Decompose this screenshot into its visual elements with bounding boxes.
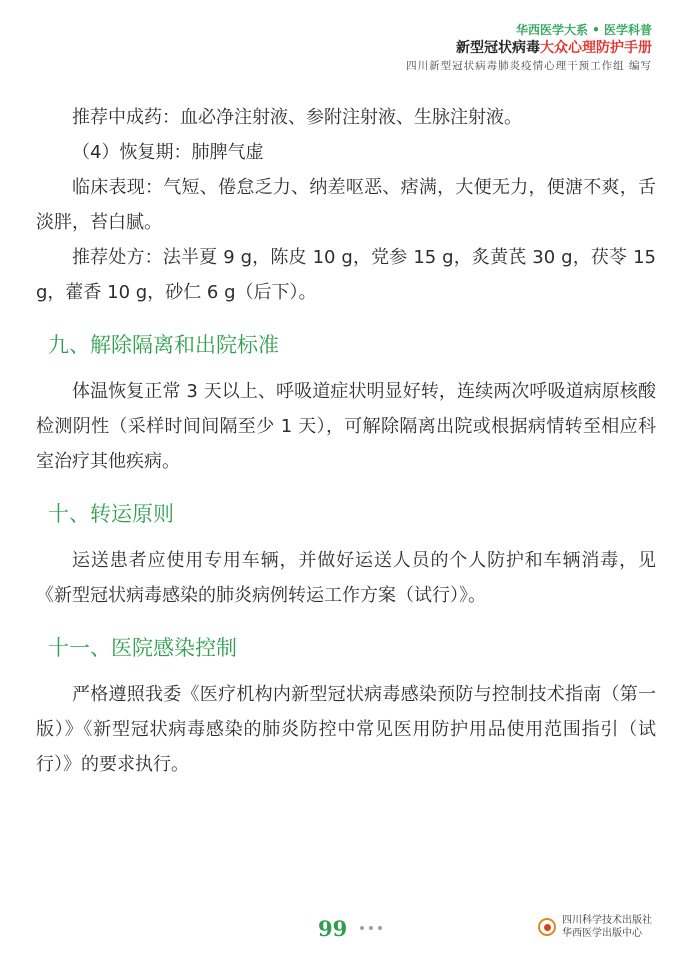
publisher-name-2: 华西医学出版中心 (562, 928, 642, 939)
publisher-name-1: 四川科学技术出版社 (562, 915, 652, 926)
paragraph-transfer: 运送患者应使用专用车辆，并做好运送人员的个人防护和车辆消毒，见《新型冠状病毒感染的肺炎病例转运工作方案（试行）》。 (36, 550, 656, 606)
book-title-main: 新型冠状病毒 (456, 40, 540, 56)
paragraph-discharge: 体温恢复正常 3 天以上、呼吸道症状明显好转，连续两次呼吸道病原核酸检测阴性（采样时间间隔至少 1 天），可解除隔离出院或根据病情转至相应科室治疗其他疾病。 (36, 381, 656, 472)
paragraph-clinical-manifestation: 临床表现：气短、倦怠乏力、纳差呕恶、痞满，大便无力，便溏不爽，舌淡胖，苔白腻。 (36, 177, 656, 233)
book-title (406, 38, 652, 58)
paragraph-recommended-medicine: 推荐中成药：血必净注射液、参附注射液、生脉注射液。 (72, 107, 522, 128)
book-title-accent: 大众心理防护手册 (540, 40, 652, 56)
publisher-text (562, 914, 652, 940)
series-label: 华西医学大系 • 医学科普 (515, 23, 652, 37)
section-heading-transfer: 十、转运原则 (48, 502, 174, 526)
publisher-logo-icon (538, 918, 556, 936)
section-heading-discharge: 九、解除隔离和出院标准 (48, 333, 279, 357)
editors-label: 四川新型冠状病毒肺炎疫情心理干预工作组 编写 (406, 60, 652, 72)
page-number: 99 (318, 916, 348, 941)
page-body (36, 100, 656, 782)
paragraph-recovery-stage: （4）恢复期：肺脾气虚 (72, 142, 264, 163)
section-heading-infection-control: 十一、医院感染控制 (48, 636, 237, 660)
publisher-block (538, 914, 652, 940)
page-header (406, 22, 652, 74)
paragraph-recommended-prescription: 推荐处方：法半夏 9 g，陈皮 10 g，党参 15 g，炙黄芪 30 g，茯苓 15 g，藿香 10 g，砂仁 6 g（后下）。 (36, 247, 656, 303)
paragraph-infection-control: 严格遵照我委《医疗机构内新型冠状病毒感染预防与控制技术指南（第一版）》《新型冠状病毒感染的肺炎防控中常见医用防护用品使用范围指引（试行）》的要求执行。 (36, 684, 656, 775)
page-dots-decoration (360, 926, 382, 930)
